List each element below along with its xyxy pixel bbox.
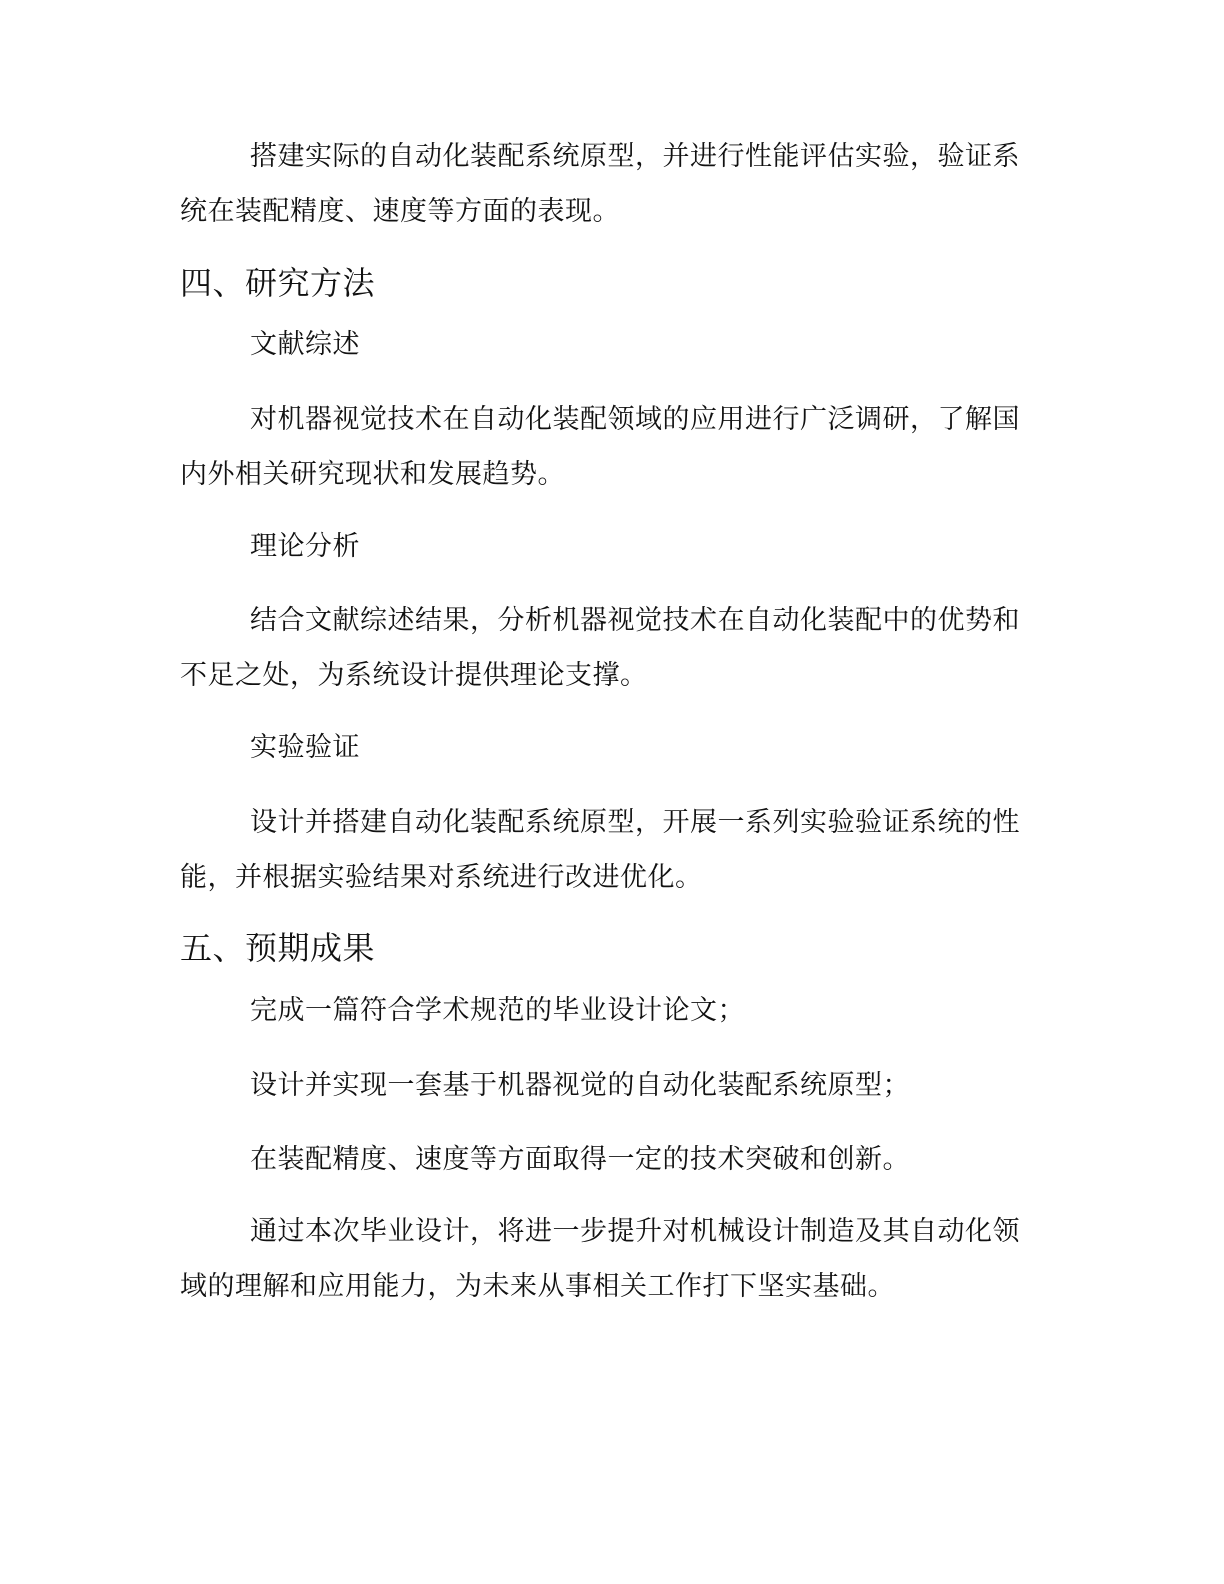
paragraph-line: 通过本次毕业设计，将进一步提升对机械设计制造及其自动化领: [250, 1216, 1020, 1247]
list-item: 完成一篇符合学术规范的毕业设计论文；: [250, 995, 745, 1026]
subheading-theoretical-analysis: 理论分析: [250, 531, 360, 562]
paragraph-line: 设计并搭建自动化装配系统原型，开展一系列实验验证系统的性: [250, 807, 1020, 838]
paragraph-line: 结合文献综述结果，分析机器视觉技术在自动化装配中的优势和: [250, 605, 1020, 636]
list-item: 设计并实现一套基于机器视觉的自动化装配系统原型；: [250, 1070, 910, 1101]
paragraph-line: 统在装配精度、速度等方面的表现。: [180, 196, 620, 227]
paragraph-line: 对机器视觉技术在自动化装配领域的应用进行广泛调研，了解国: [250, 404, 1020, 435]
paragraph-line: 能，并根据实验结果对系统进行改进优化。: [180, 862, 703, 893]
subheading-experimental-validation: 实验验证: [250, 732, 360, 763]
paragraph-line: 内外相关研究现状和发展趋势。: [180, 459, 565, 490]
paragraph-line: 域的理解和应用能力，为未来从事相关工作打下坚实基础。: [180, 1271, 895, 1302]
paragraph-line: 不足之处，为系统设计提供理论支撑。: [180, 660, 648, 691]
section-heading-expected-results: 五、预期成果: [180, 929, 376, 967]
list-item: 在装配精度、速度等方面取得一定的技术突破和创新。: [250, 1144, 910, 1175]
paragraph-line: 搭建实际的自动化装配系统原型，并进行性能评估实验，验证系: [250, 141, 1020, 172]
section-heading-methods: 四、研究方法: [180, 264, 376, 302]
subheading-literature-review: 文献综述: [250, 329, 360, 360]
